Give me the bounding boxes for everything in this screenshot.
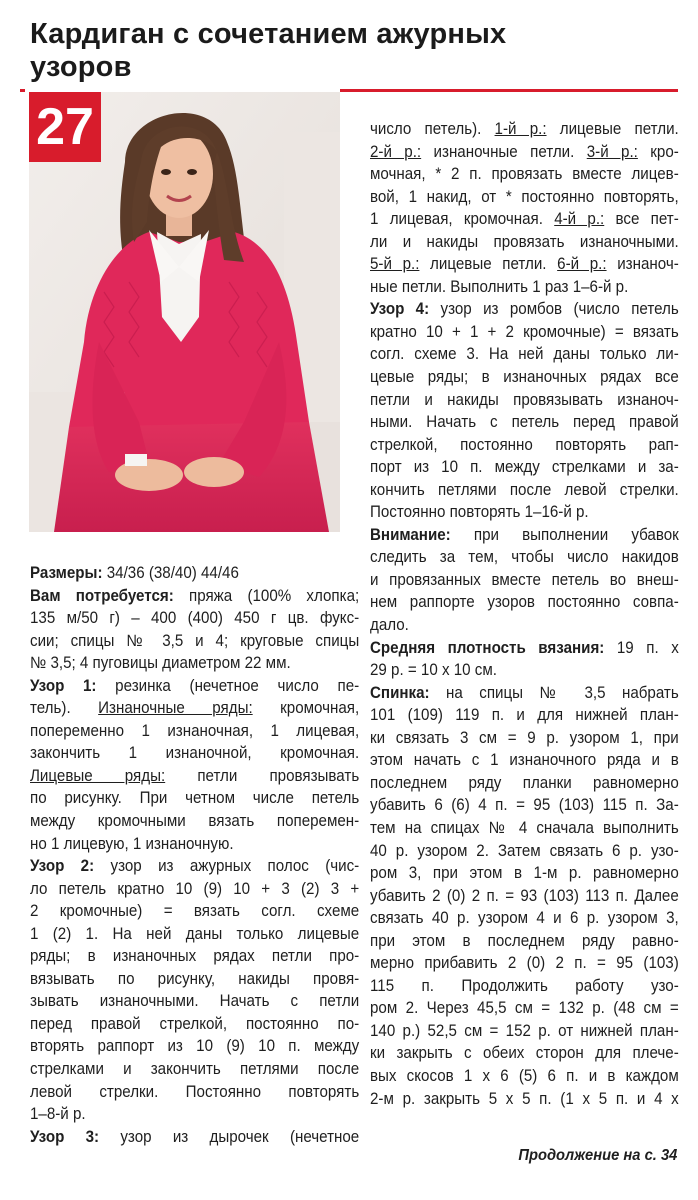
text-line: 140 р.) 52,5 см = 152 р. от нижней план- <box>370 1021 679 1040</box>
back-heading-line <box>370 682 679 705</box>
text-line: ряды; в изнаночных рядах петли про- <box>30 947 360 966</box>
underlined-term: Изнаночные ряды: <box>98 699 253 718</box>
pattern4-label: Узор 4: <box>370 300 430 319</box>
text-line: кончить петлями после левой стрелки. <box>370 480 679 499</box>
row-label: 1-й р.: <box>494 120 547 138</box>
text-line: ли и накиды провязать изнаночными. <box>370 232 679 251</box>
text-line <box>370 118 679 141</box>
pattern4-text: узор из ромбов (число петель <box>440 300 679 319</box>
text-line: мерно прибавить 2 (0) 2 п. = 95 (103) <box>370 954 679 973</box>
text-line: вых скосов 1 х 6 (5) 6 п. и в каждом <box>370 1066 679 1085</box>
text-line: зывать изнаночными. Начать с петли <box>30 992 360 1011</box>
materials-label: Вам потребуется: <box>30 586 174 605</box>
back-text: на спицы № 3,5 набрать <box>446 683 679 702</box>
pattern2-heading-line <box>30 855 359 878</box>
text-line <box>370 208 679 231</box>
sizes-line <box>30 562 359 585</box>
text-line: ло петель кратно 10 (9) 10 + 3 (2) 3 + <box>30 879 360 898</box>
text-line: перед правой стрелкой, постоянно по- <box>30 1014 360 1033</box>
text-line: 1–8-й р. <box>30 1105 86 1124</box>
continued-on-page-note: Продолжение на с. 34 <box>518 1147 677 1164</box>
pattern3-text: узор из дырочек (нечетное <box>120 1127 360 1146</box>
text-segment: все пет- <box>615 210 679 229</box>
text-line: петли и накиды провязывать изнаноч- <box>370 390 679 409</box>
text-line: между кромочными вязать поперемен- <box>30 812 360 831</box>
text-line: связать 40 р. узором 4 и 6 р. узором 3, <box>370 909 679 928</box>
underlined-term: Лицевые ряды: <box>30 766 166 785</box>
text-line: 135 м/50 г) – 400 (400) 450 г цв. фукс- <box>30 609 360 628</box>
text-segment: лицевые петли. <box>559 120 679 138</box>
row-label: 3-й р.: <box>586 142 638 161</box>
right-column <box>370 118 679 1110</box>
attention-label: Внимание: <box>370 525 451 544</box>
text-line: тем на спицах № 4 сначала выполнить <box>370 818 679 837</box>
row-label: 2-й р.: <box>370 142 422 161</box>
pattern1-text: резинка (нечетное число пе- <box>115 676 360 695</box>
text-line: нем раппорте узоров постоянно совпа- <box>370 593 679 612</box>
pattern1-heading-line <box>30 675 359 698</box>
text-line: № 3,5; 4 пуговицы диаметром 22 мм. <box>30 654 291 673</box>
title-line-2: узоров <box>30 51 132 83</box>
text-line: цевые ряды; в изнаночных рядах все <box>370 368 679 387</box>
text-line: закончить 1 изнаночной, кромочная. <box>30 744 360 763</box>
text-line: 101 (109) 119 п. и для нижней план- <box>370 706 679 725</box>
text-line: мочная, * 2 п. провязать вместе лицев- <box>370 165 679 184</box>
text-line: кратно 10 + 1 + 2 кромочные) = вязать <box>370 322 679 341</box>
text-line: левой стрелки. Постоянно повторять <box>30 1082 360 1101</box>
text-line: порт из 10 п. между стрелками и за- <box>370 458 679 477</box>
text-segment: изнаноч- <box>617 255 679 274</box>
materials-text: пряжа (100% хлопка; <box>189 586 360 605</box>
text-line: ром 2. Через 45,5 см = 132 р. (48 см = <box>370 999 679 1018</box>
title-line-1: Кардиган с сочетанием ажурных <box>30 18 507 50</box>
text-line <box>30 765 359 788</box>
density-heading-line <box>370 637 679 660</box>
text-line: 2 кромочные) = вязать согл. схеме <box>30 902 360 921</box>
row-label: 6-й р.: <box>557 255 607 274</box>
pattern3-label: Узор 3: <box>30 1127 100 1146</box>
text-segment: число петель). <box>370 120 482 138</box>
accent-rule-right <box>340 89 678 92</box>
text-line: стрелками и закончить петлями после <box>30 1060 360 1079</box>
text-line: при этом в последнем ряду равно- <box>370 931 679 950</box>
text-line: ром 3, при этом в 1-м р. равномерно <box>370 864 679 883</box>
text-line: и провязанных вместе петель во внеш- <box>370 570 679 589</box>
text-segment: кромочная, <box>280 699 360 718</box>
accent-rule-left <box>20 89 25 92</box>
density-text: 19 п. х <box>616 638 679 657</box>
text-line: ные петли. Выполнить 1 раз 1–6-й р. <box>370 277 629 296</box>
text-line: ки закрыть с обеих сторон для плече- <box>370 1044 679 1063</box>
materials-line <box>30 585 359 608</box>
back-label: Спинка: <box>370 683 430 702</box>
pattern1-label: Узор 1: <box>30 676 97 695</box>
pattern4-heading-line <box>370 298 679 321</box>
model-number-badge: 27 <box>29 92 101 162</box>
attention-heading-line <box>370 524 679 547</box>
text-line: Постоянно повторять 1–16-й р. <box>370 503 589 522</box>
row-label: 5-й р.: <box>370 255 420 274</box>
article-title <box>30 18 670 84</box>
text-line: 2-м р. закрыть 5 х 5 п. (1 х 5 п. и 4 х <box>370 1089 679 1108</box>
attention-text: при выполнении убавок <box>473 525 679 544</box>
text-line <box>370 253 679 276</box>
text-line: этом начать с 1 изнаночного ряда и в <box>370 751 679 770</box>
text-line <box>370 141 679 164</box>
text-line: убавить 2 (0) 2 п. = 93 (103) 113 п. Далее <box>370 886 679 905</box>
text-line: следить за тем, чтобы число накидов <box>370 548 679 567</box>
text-line: 40 р. узором 2. Затем связать 6 р. узо- <box>370 841 679 860</box>
text-line: ки связать 3 см = 9 р. узором 1, при <box>370 728 679 747</box>
sizes-value: 34/36 (38/40) 44/46 <box>106 564 239 582</box>
text-line: убавить 6 (6) 4 п. = 95 (103) 115 п. За- <box>370 796 679 815</box>
text-line: по рисунку. При четном числе петель <box>30 789 360 808</box>
text-line <box>30 697 359 720</box>
text-line: стрелкой, постоянно повторять рап- <box>370 435 679 454</box>
pattern2-text: узор из ажурных полос (чис- <box>110 857 360 876</box>
text-segment: тель). <box>30 699 71 718</box>
text-line: 1 (2) 1. На ней даны только лицевые <box>30 924 360 943</box>
text-segment: лицевые петли. <box>430 255 547 274</box>
text-segment: изнаночные петли. <box>433 142 575 161</box>
text-line: вторять раппорт из 10 (9) 10 п. между <box>30 1037 360 1056</box>
left-column <box>30 562 359 1148</box>
text-line: вязывать по рисунку, накиды провя- <box>30 969 360 988</box>
text-segment: кро- <box>650 142 679 161</box>
text-line: сии; спицы № 3,5 и 4; круговые спицы <box>30 631 360 650</box>
pattern2-label: Узор 2: <box>30 857 95 876</box>
text-line: ными. Начать с петель перед правой <box>370 413 679 432</box>
text-line: последнем ряду планки равномерно <box>370 773 679 792</box>
pattern3-heading-line <box>30 1126 359 1149</box>
text-line: 115 п. Продолжить работу узо- <box>370 976 679 995</box>
text-line: вой, 1 накид, от * постоянно повторять, <box>370 187 679 206</box>
text-line: дало. <box>370 616 409 635</box>
text-line: но 1 лицевую, 1 изнаночную. <box>30 834 234 853</box>
text-line: согл. схеме 3. На ней даны только ли- <box>370 345 679 364</box>
text-segment: 1 лицевая, кромочная. <box>370 210 543 229</box>
text-line: попеременно 1 изнаночная, 1 лицевая, <box>30 721 360 740</box>
text-segment: петли провязывать <box>197 766 360 785</box>
row-label: 4-й р.: <box>554 210 605 229</box>
density-label: Средняя плотность вязания: <box>370 638 605 657</box>
text-line: 29 р. = 10 х 10 см. <box>370 661 498 680</box>
sizes-label: Размеры: <box>30 564 103 582</box>
